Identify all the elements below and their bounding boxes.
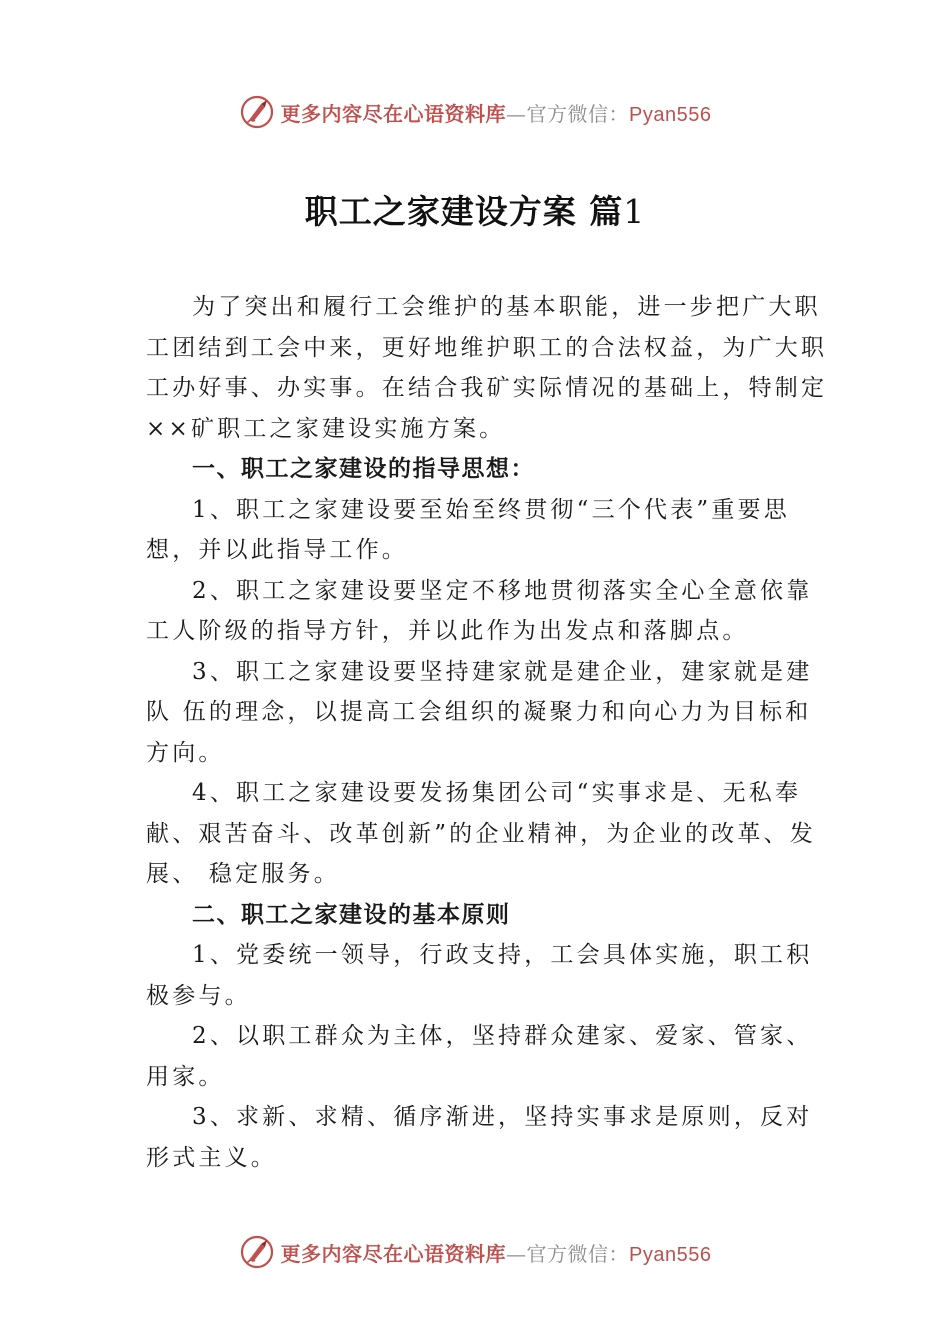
banner-main-text: 更多内容尽在心语资料库 <box>280 1241 507 1266</box>
banner-wechat-id: Pyan556 <box>629 1243 712 1266</box>
page-title <box>0 186 950 233</box>
guiding-item-4: 4、职工之家建设要发扬集团公司“实事求是、无私奉献、艰苦奋斗、改革创新”的企业精神，为企业的改革、发展、 稳定服务。 <box>146 780 816 887</box>
title-number: 1 <box>623 192 646 231</box>
principle-item-2: 2、以职工群众为主体，坚持群众建家、爱家、管家、用家。 <box>146 1023 813 1090</box>
section-heading-guiding-thought: 一、职工之家建设的指导思想： <box>192 455 535 482</box>
guiding-item-2: 2、职工之家建设要坚定不移地贯彻落实全心全意依靠工人阶级的指导方针，并以此作为出发点和落脚点。 <box>146 577 813 644</box>
banner-wechat-id: Pyan556 <box>629 103 712 126</box>
principle-item-1: 1、党委统一领导，行政支持，工会具体实施，职工积极参与。 <box>146 942 813 1009</box>
banner-dash: — <box>506 101 527 126</box>
principle-item-3: 3、求新、求精、循序渐进，坚持实事求是原则，反对形式主义。 <box>146 1104 813 1171</box>
banner-dash: — <box>506 1241 527 1266</box>
banner-text <box>281 1238 712 1267</box>
header-banner <box>0 92 950 132</box>
guiding-item-1: 1、职工之家建设要至始至终贯彻“三个代表”重要思想，并以此指导工作。 <box>146 496 790 563</box>
document-body <box>146 287 836 1178</box>
banner-wechat-label: 官方微信： <box>526 101 630 126</box>
section-heading-basic-principles: 二、职工之家建设的基本原则 <box>192 900 511 928</box>
guiding-item-3: 3、职工之家建设要坚持建家就是建企业，建家就是建队 伍的理念，以提高工会组织的凝聚力和向心力为目标和方向。 <box>146 658 813 766</box>
pen-nib-logo-icon <box>239 1234 275 1270</box>
pen-nib-logo-icon <box>239 94 275 130</box>
title-text: 职工之家建设方案 篇 <box>304 192 624 231</box>
banner-text <box>281 98 712 127</box>
banner-wechat-label: 官方微信： <box>526 1241 630 1266</box>
intro-paragraph: 为了突出和履行工会维护的基本职能，进一步把广大职工团结到工会中来，更好地维护职工的合法权益，为广大职工办好事、办实事。在结合我矿实际情况的基础上，特制定××矿职工之家建设实施方案。 <box>146 294 828 442</box>
banner-main-text: 更多内容尽在心语资料库 <box>280 101 507 126</box>
footer-banner <box>0 1232 950 1272</box>
